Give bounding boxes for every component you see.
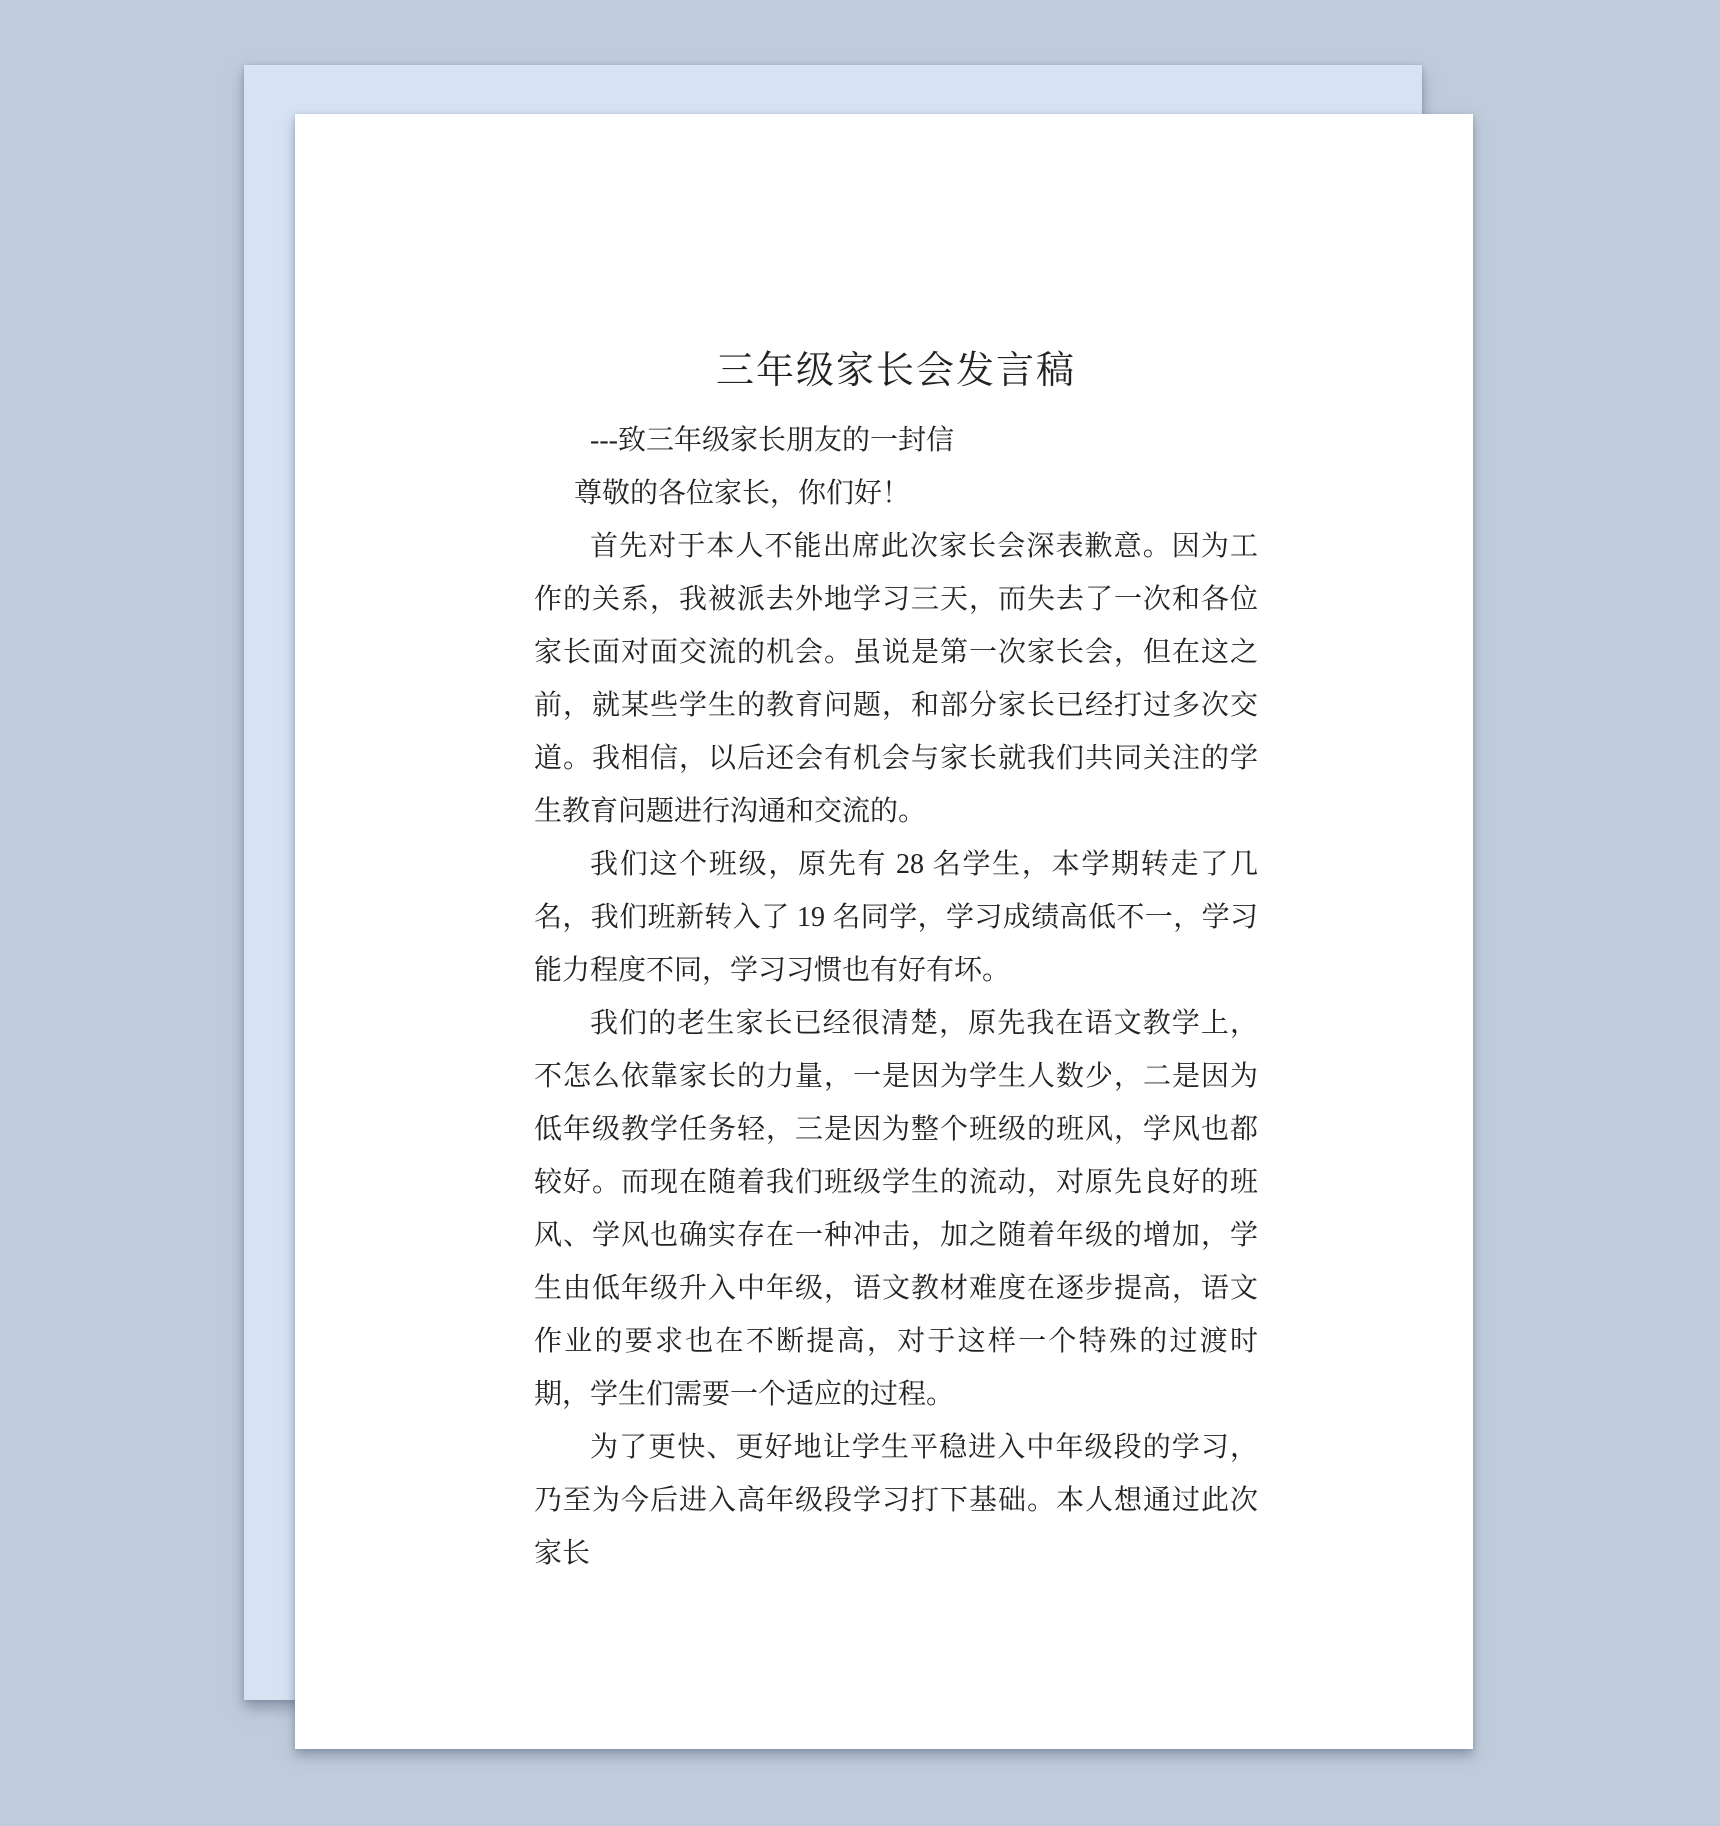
salutation-line: 尊敬的各位家长，你们好！ (574, 478, 911, 509)
paragraph-teaching-background: 我们的老生家长已经很清楚，原先我在语文教学上，不怎么依靠家长的力量，一是因为学生人数少，二是因为低年级教学任务轻，三是因为整个班级的班风，学风也都较好。而现在随着我们班级学生的流动，对原先良好的班风、学风也确实存在一种冲击，加之随着年级的增加，学生由低年级升入中年级，语文教材难度在逐步提高，语文作业的要求也在不断提高，对于这样一个特殊的过渡时期，学生们需要一个适应的过程。 (534, 1008, 1258, 1410)
document-title: 三年级家长会发言稿 (715, 350, 1076, 392)
paragraph-apology: 首先对于本人不能出席此次家长会深表歉意。因为工作的关系，我被派去外地学习三天，而失去了一次和各位家长面对面交流的机会。虽说是第一次家长会，但在这之前，就某些学生的教育问题，和部分家长已经打过多次交道。我相信，以后还会有机会与家长就我们共同关注的学生教育问题进行沟通和交流的。 (534, 531, 1258, 827)
document-page (295, 114, 1473, 1749)
paragraph-goal: 为了更快、更好地让学生平稳进入中年级段的学习，乃至为今后进入高年级段学习打下基础。本人想通过此次家长 (534, 1432, 1258, 1569)
document-subtitle: ---致三年级家长朋友的一封信 (590, 425, 954, 456)
paragraph-class-overview: 我们这个班级，原先有 28 名学生，本学期转走了几名，我们班新转入了 19 名同学，学习成绩高低不一，学习能力程度不同，学习习惯也有好有坏。 (534, 849, 1258, 986)
